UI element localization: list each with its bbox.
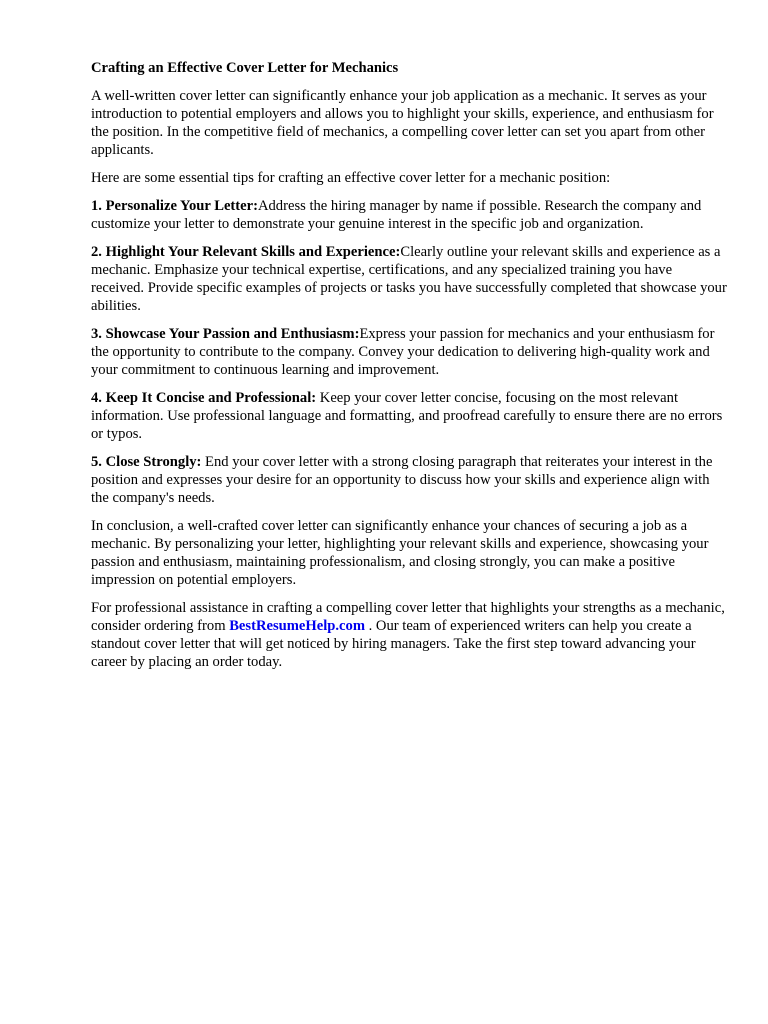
intro-paragraph: A well-written cover letter can significantly enhance your job application as a mechanic. It serves as your introduction to potential employers and allows you to highlight your skills, experience, and enthusiasm for the position. In the competitive field of mechanics, a compelling cover letter can set you apart from other applicants.	[91, 88, 714, 158]
cta-paragraph	[91, 599, 727, 671]
cta-text-after: . Our team of experienced writers can help you create a standout cover letter that will get noticed by hiring managers. Take the first step toward advancing your career by placing an order today.	[91, 618, 696, 670]
tips-intro-paragraph: Here are some essential tips for crafting an effective cover letter for a mechanic position:	[91, 170, 611, 186]
tip-heading: 5. Close Strongly:	[91, 454, 202, 470]
tip-body: Keep your cover letter concise, focusing on the most relevant information. Use professional language and formatting, and proofread carefully to ensure there are no errors or typos.	[91, 390, 723, 442]
best-resume-help-link[interactable]: BestResumeHelp.com	[229, 618, 365, 634]
conclusion-paragraph: In conclusion, a well-crafted cover letter can significantly enhance your chances of securing a job as a mechanic. By personalizing your letter, highlighting your relevant skills and experience, showcasing your passion and enthusiasm, maintaining professionalism, and closing strongly, you can make a positive impression on potential employers.	[91, 518, 709, 588]
tip-body: Express your passion for mechanics and your enthusiasm for the opportunity to contribute to the company. Convey your dedication to delivering high-quality work and your commitment to continuous learning and improvement.	[91, 326, 715, 378]
cta-text-before: For professional assistance in crafting a compelling cover letter that highlights your strengths as a mechanic, consider ordering from	[91, 600, 725, 634]
tip-body: End your cover letter with a strong closing paragraph that reiterates your interest in the position and expresses your desire for an opportunity to discuss how your skills and experience align with the company's needs.	[91, 454, 713, 506]
tip-paragraph-2	[91, 243, 727, 315]
tip-paragraph-4	[91, 389, 727, 443]
tip-paragraph-5	[91, 453, 727, 507]
tip-heading: 2. Highlight Your Relevant Skills and Experience:	[91, 244, 401, 260]
tip-heading: 3. Showcase Your Passion and Enthusiasm:	[91, 326, 360, 342]
tip-body: Address the hiring manager by name if possible. Research the company and customize your letter to demonstrate your genuine interest in the specific job and organization.	[91, 198, 702, 232]
document-title: Crafting an Effective Cover Letter for Mechanics	[91, 60, 399, 76]
tip-heading: 1. Personalize Your Letter:	[91, 198, 258, 214]
document-page	[91, 59, 727, 681]
tip-heading: 4. Keep It Concise and Professional:	[91, 390, 317, 406]
tip-paragraph-1	[91, 197, 727, 233]
tip-paragraph-3	[91, 325, 727, 379]
tip-body: Clearly outline your relevant skills and experience as a mechanic. Emphasize your technical expertise, certifications, and any specialized training you have received. Provide specific examples of projects or tasks you have successfully completed that showcase your abilities.	[91, 244, 727, 314]
